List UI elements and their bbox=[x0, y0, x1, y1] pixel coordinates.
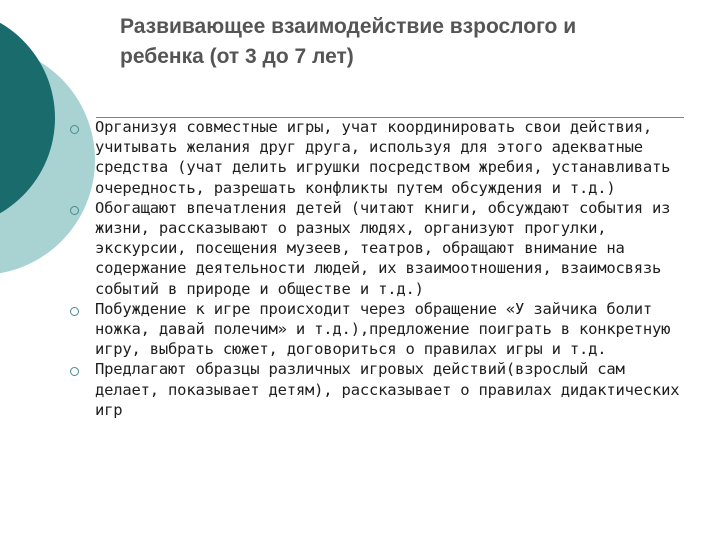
title-line-2: ребенка (от 3 до 7 лет) bbox=[120, 45, 354, 68]
list-item bbox=[70, 299, 695, 360]
circle-bullet-icon bbox=[70, 367, 79, 376]
list-item-text: Обогащают впечатления детей (читают книги, обсуждают события из жизни, рассказывают о разных людях, организуют прогулки, экскурсии, посещения музеев, театров, обращают внимание на содержание деятельности людей, их взаимоотношения, взаимосвязь событий в природе и обществе и т.д.) bbox=[95, 198, 671, 298]
list-item bbox=[70, 359, 695, 420]
circle-bullet-icon bbox=[70, 125, 79, 134]
list-item-text: Побуждение к игре происходит через обращение «У зайчика болит ножка, давай полечим» и т.д.),предложение поиграть в конкретную игру, выбрать сюжет, договориться о правилах игры и т.д. bbox=[95, 299, 671, 359]
list-item bbox=[70, 117, 695, 198]
slide-title bbox=[120, 12, 700, 72]
circle-bullet-icon bbox=[70, 307, 79, 316]
title-line-1: Развивающее взаимодействие взрослого и bbox=[120, 15, 577, 38]
circle-bullet-icon bbox=[70, 206, 79, 215]
list-item-text: Предлагают образцы различных игровых действий(взрослый сам делает, показывает детям), рассказывает о правилах дидактических игр bbox=[95, 360, 680, 419]
bullet-list bbox=[70, 117, 695, 420]
list-item bbox=[70, 198, 695, 299]
list-item-text: Организуя совместные игры, учат координировать свои действия, учитывать желания друг друга, используя для этого адекватные средства (учат делить игрушки посредством жребия, устанавливать очередность, разрешать конфликты путем обсуждения и т.д.) bbox=[95, 118, 671, 197]
